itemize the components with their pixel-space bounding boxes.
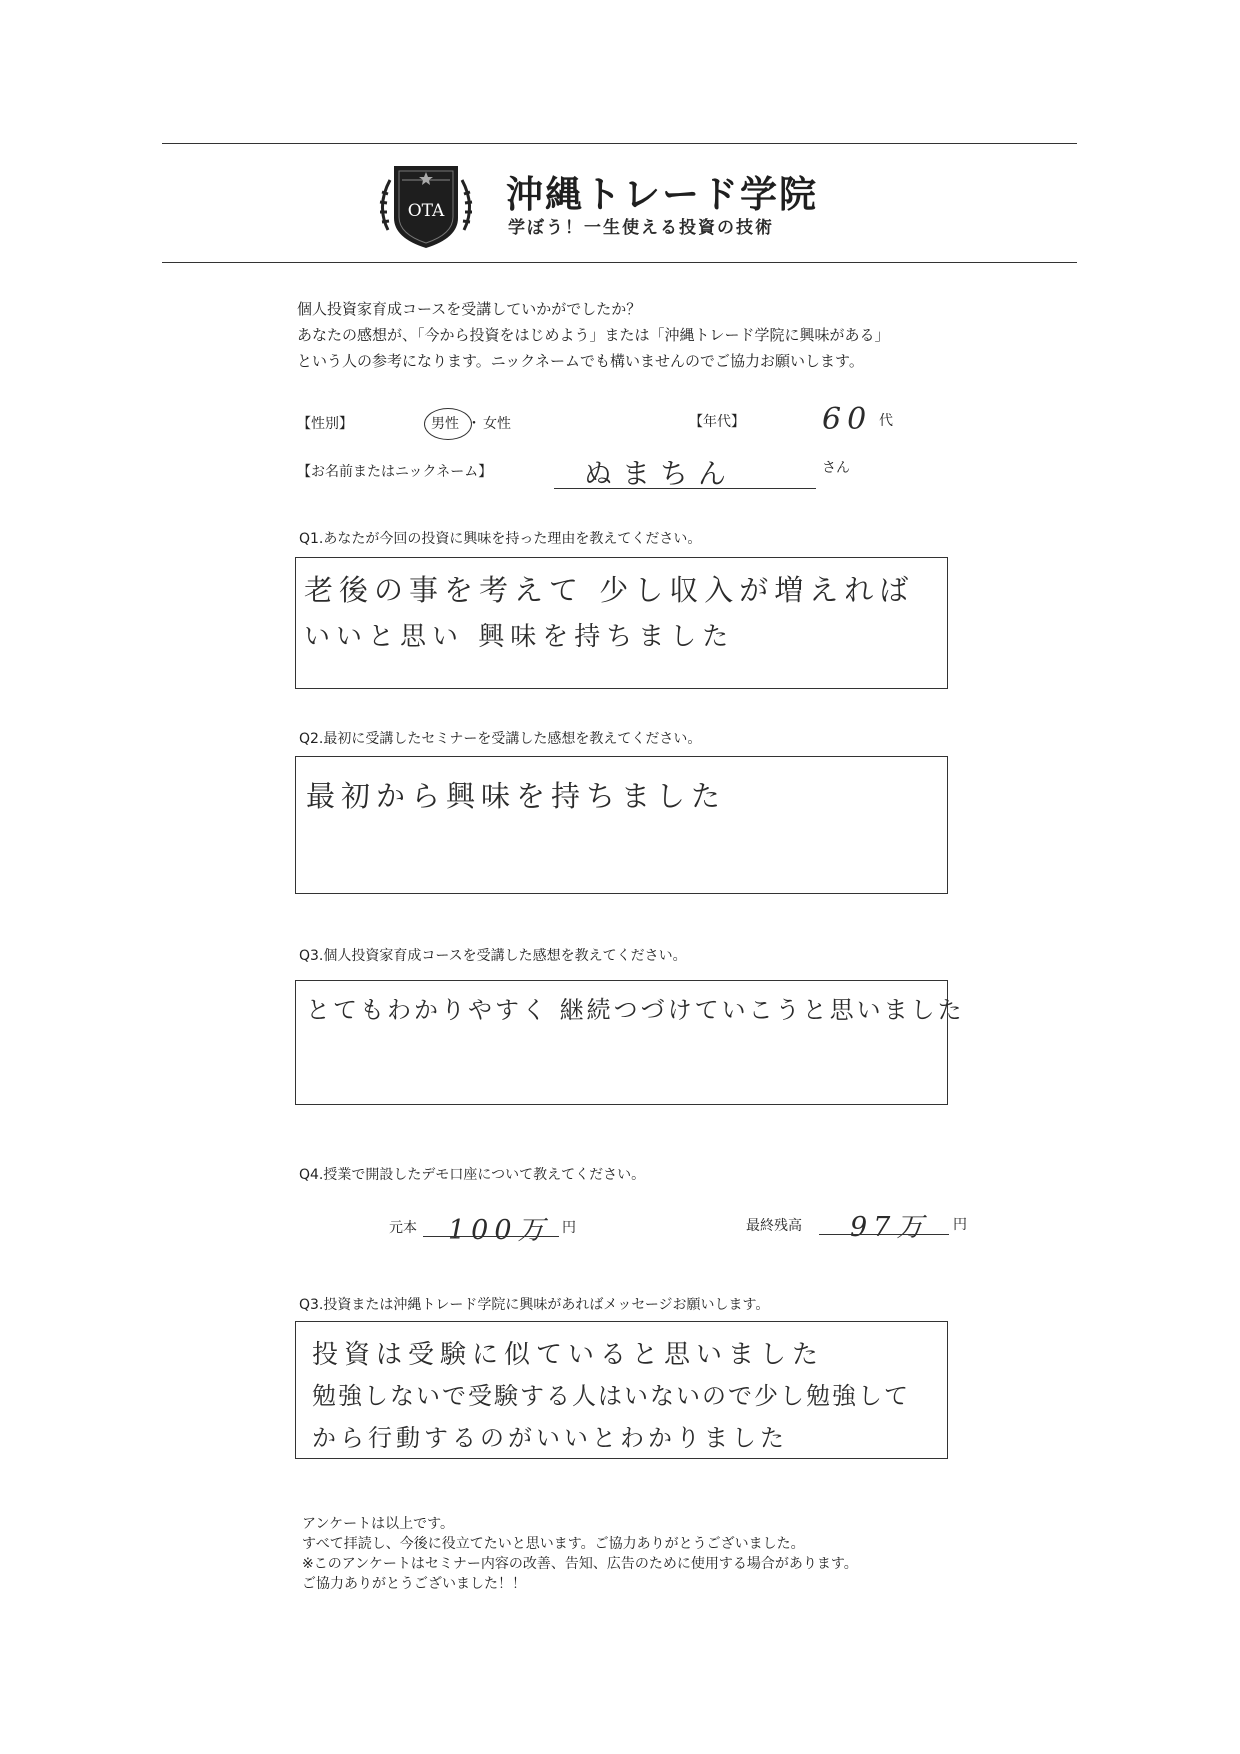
age-label: 【年代】 [689, 414, 745, 430]
final-balance-value[interactable]: 97万 [850, 1212, 930, 1243]
gender-label: 【性別】 [297, 416, 353, 432]
message-label: Q3.投資または沖縄トレード学院に興味があればメッセージお願いします。 [299, 1297, 770, 1313]
q2-label: Q2.最初に受講したセミナーを受講した感想を教えてください。 [299, 731, 702, 747]
header-bottom-rule [162, 262, 1077, 263]
gender-option-male[interactable]: 男性 [431, 416, 459, 432]
name-suffix: さん [822, 460, 850, 476]
q3-label: Q3.個人投資家育成コースを受講した感想を教えてください。 [299, 948, 687, 964]
q1-label: Q1.あなたが今回の投資に興味を持った理由を教えてください。 [299, 531, 702, 547]
principal-unit: 円 [562, 1220, 576, 1236]
footer-line-3: ※このアンケートはセミナー内容の改善、告知、広告のために使用する場合があります。 [302, 1556, 858, 1572]
footer-line-1: アンケートは以上です。 [302, 1516, 455, 1532]
svg-text:OTA: OTA [407, 201, 445, 221]
q1-answer-line-2: いいと思い 興味を持ちました [304, 622, 735, 652]
message-answer-line-1: 投資は受験に似ていると思いました [312, 1340, 825, 1370]
gender-separator: ・ [467, 416, 481, 432]
q3-answer-line-1: とてもわかりやすく 継続つづけていこうと思いました [306, 996, 965, 1024]
q2-answer-line-1: 最初から興味を持ちました [306, 779, 727, 813]
age-value[interactable]: 60 [822, 402, 873, 437]
name-label: 【お名前またはニックネーム】 [297, 464, 493, 480]
header-top-rule [162, 143, 1077, 144]
principal-underline [423, 1236, 559, 1237]
school-title: 沖縄トレード学院 [506, 173, 818, 216]
ota-logo-icon [372, 160, 480, 252]
age-unit: 代 [879, 413, 893, 429]
final-balance-unit: 円 [953, 1217, 967, 1233]
name-value[interactable]: ぬまちん [584, 457, 737, 490]
final-balance-label: 最終残高 [746, 1218, 802, 1234]
final-balance-underline [819, 1234, 949, 1235]
principal-label: 元本 [389, 1220, 417, 1236]
intro-line-2: あなたの感想が、「今から投資をはじめよう」または「沖縄トレード学院に興味がある」 [297, 326, 890, 344]
footer-line-2: すべて拝読し、今後に役立てたいと思います。ご協力ありがとうございました。 [302, 1536, 805, 1552]
footer-line-4: ご協力ありがとうございました！！ [302, 1576, 526, 1592]
intro-line-3: という人の参考になります。ニックネームでも構いませんのでご協力お願いします。 [297, 352, 864, 370]
q4-label: Q4.授業で開設したデモ口座について教えてください。 [299, 1167, 646, 1183]
gender-option-female[interactable]: 女性 [483, 416, 511, 432]
message-answer-line-2: 勉強しないで受験する人はいないので少し勉強して [312, 1382, 910, 1410]
principal-value[interactable]: 100万 [448, 1215, 551, 1246]
school-tagline: 学ぼう！一生使える投資の技術 [508, 218, 774, 238]
message-answer-line-3: から行動するのがいいとわかりました [312, 1424, 788, 1452]
name-underline [554, 488, 816, 489]
intro-line-1: 個人投資家育成コースを受講していかがでしたか？ [297, 300, 642, 318]
q1-answer-line-1: 老後の事を考えて 少し収入が増えれば [304, 573, 915, 607]
